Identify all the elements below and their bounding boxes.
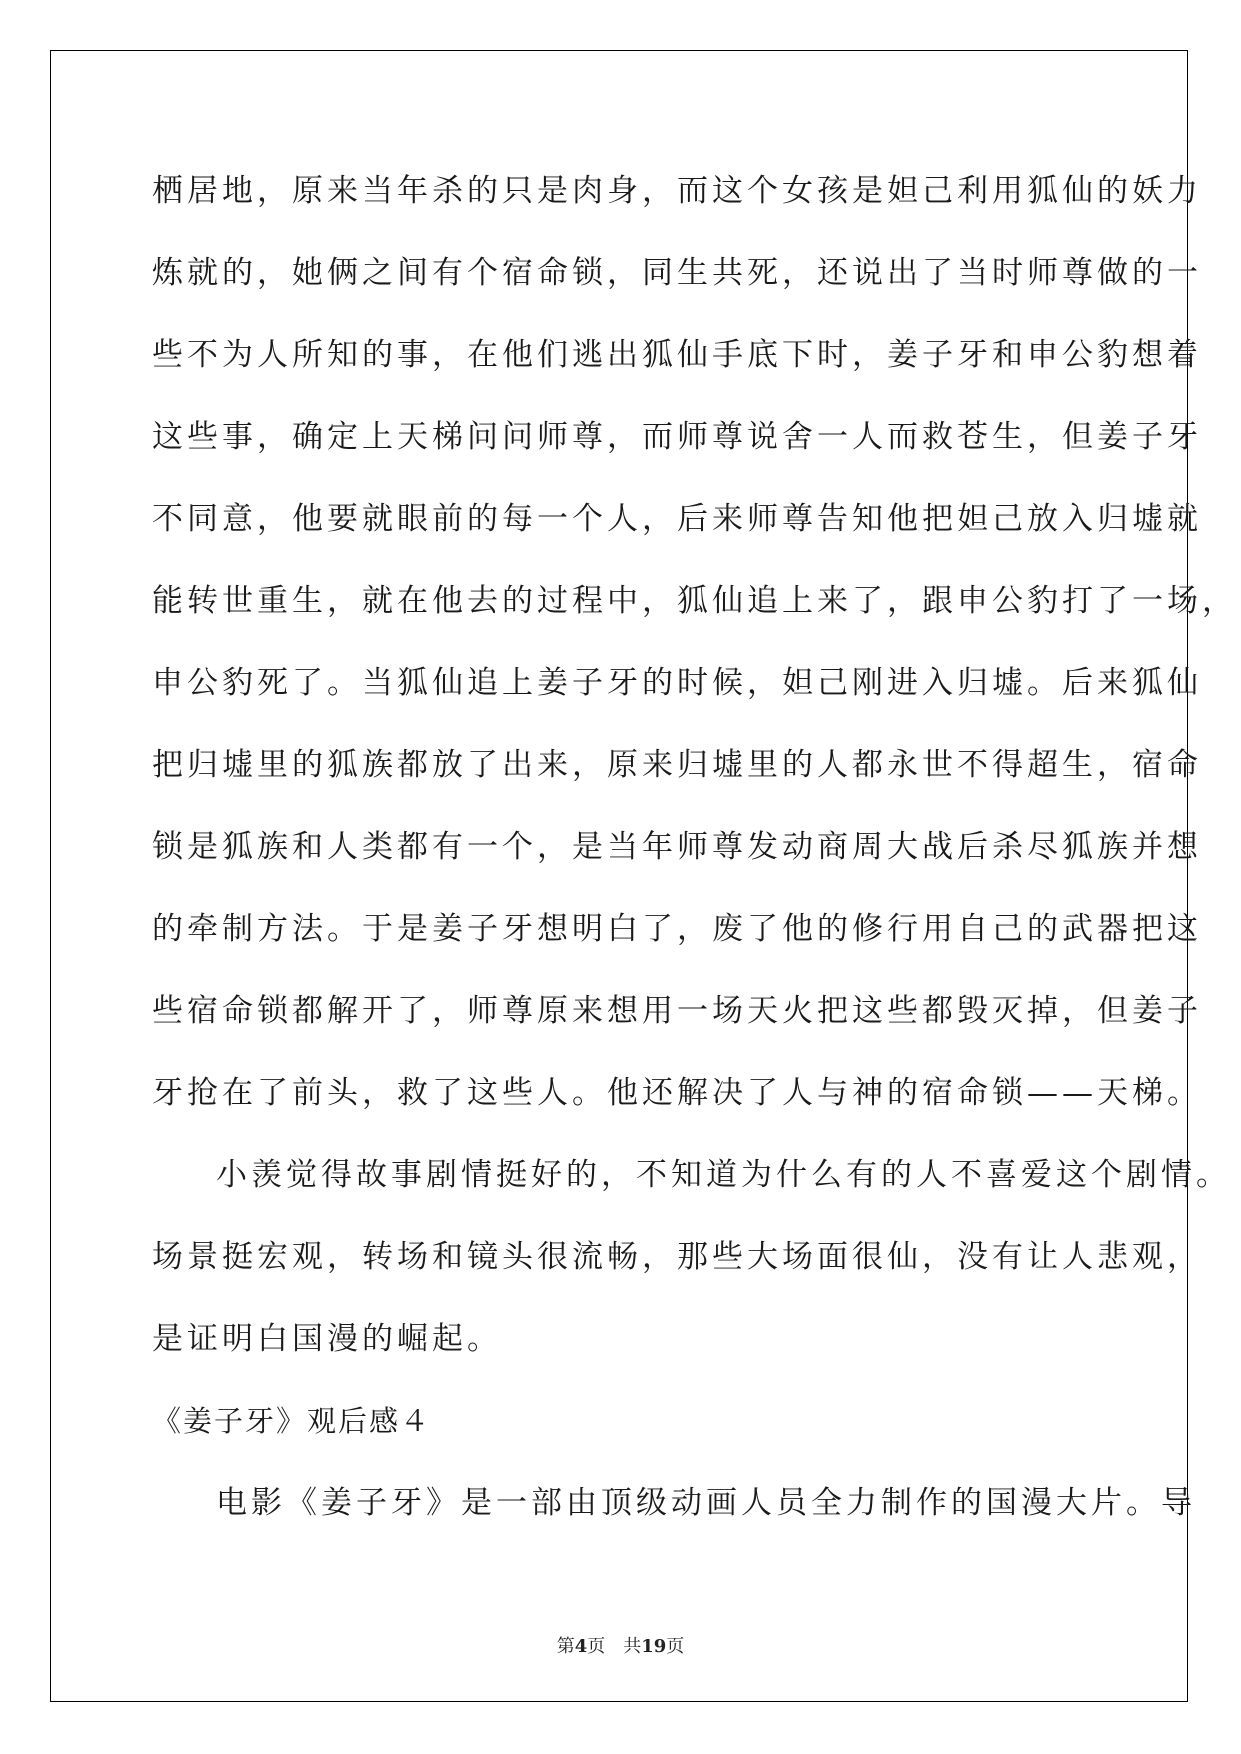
body-line: 些宿命锁都解开了，师尊原来想用一场天火把这些都毁灭掉，但姜子 xyxy=(152,993,1202,1029)
body-line: 能转世重生，就在他去的过程中，狐仙追上来了，跟申公豹打了一场， xyxy=(152,583,1237,619)
body-line: 栖居地，原来当年杀的只是肉身，而这个女孩是妲己利用狐仙的妖力 xyxy=(152,173,1202,209)
body-line: 些不为人所知的事，在他们逃出狐仙手底下时，姜子牙和申公豹想着 xyxy=(152,337,1202,373)
footer-middle: 页 共 xyxy=(587,1636,642,1657)
current-page-number: 4 xyxy=(574,1636,588,1657)
document-body xyxy=(152,163,1237,1557)
paragraph-start-line: 小羡觉得故事剧情挺好的，不知道为什么有的人不喜爱这个剧情。 xyxy=(216,1157,1231,1193)
section-heading: 《姜子牙》观后感４ xyxy=(152,1404,432,1438)
body-line: 不同意，他要就眼前的每一个人，后来师尊告知他把妲己放入归墟就 xyxy=(152,501,1202,537)
body-line: 的牵制方法。于是姜子牙想明白了，废了他的修行用自己的武器把这 xyxy=(152,911,1202,947)
body-line: 牙抢在了前头，救了这些人。他还解决了人与神的宿命锁——天梯。 xyxy=(152,1075,1202,1111)
body-line: 是证明白国漫的崛起。 xyxy=(152,1321,502,1357)
footer-suffix: 页 xyxy=(666,1636,685,1657)
body-line: 申公豹死了。当狐仙追上姜子牙的时候，妲己刚进入归墟。后来狐仙 xyxy=(152,665,1202,701)
paragraph-start-line: 电影《姜子牙》是一部由顶级动画人员全力制作的国漫大片。导 xyxy=(216,1485,1196,1521)
body-line: 锁是狐族和人类都有一个，是当年师尊发动商周大战后杀尽狐族并想 xyxy=(152,829,1202,865)
footer-prefix: 第 xyxy=(556,1636,575,1657)
page-footer xyxy=(0,1632,1241,1658)
total-page-count: 19 xyxy=(641,1636,667,1657)
body-line: 这些事，确定上天梯问问师尊，而师尊说舍一人而救苍生，但姜子牙 xyxy=(152,419,1202,455)
body-line: 炼就的，她俩之间有个宿命锁，同生共死，还说出了当时师尊做的一 xyxy=(152,255,1202,291)
body-line: 把归墟里的狐族都放了出来，原来归墟里的人都永世不得超生，宿命 xyxy=(152,747,1202,783)
body-line: 场景挺宏观，转场和镜头很流畅，那些大场面很仙，没有让人悲观， xyxy=(152,1239,1202,1275)
